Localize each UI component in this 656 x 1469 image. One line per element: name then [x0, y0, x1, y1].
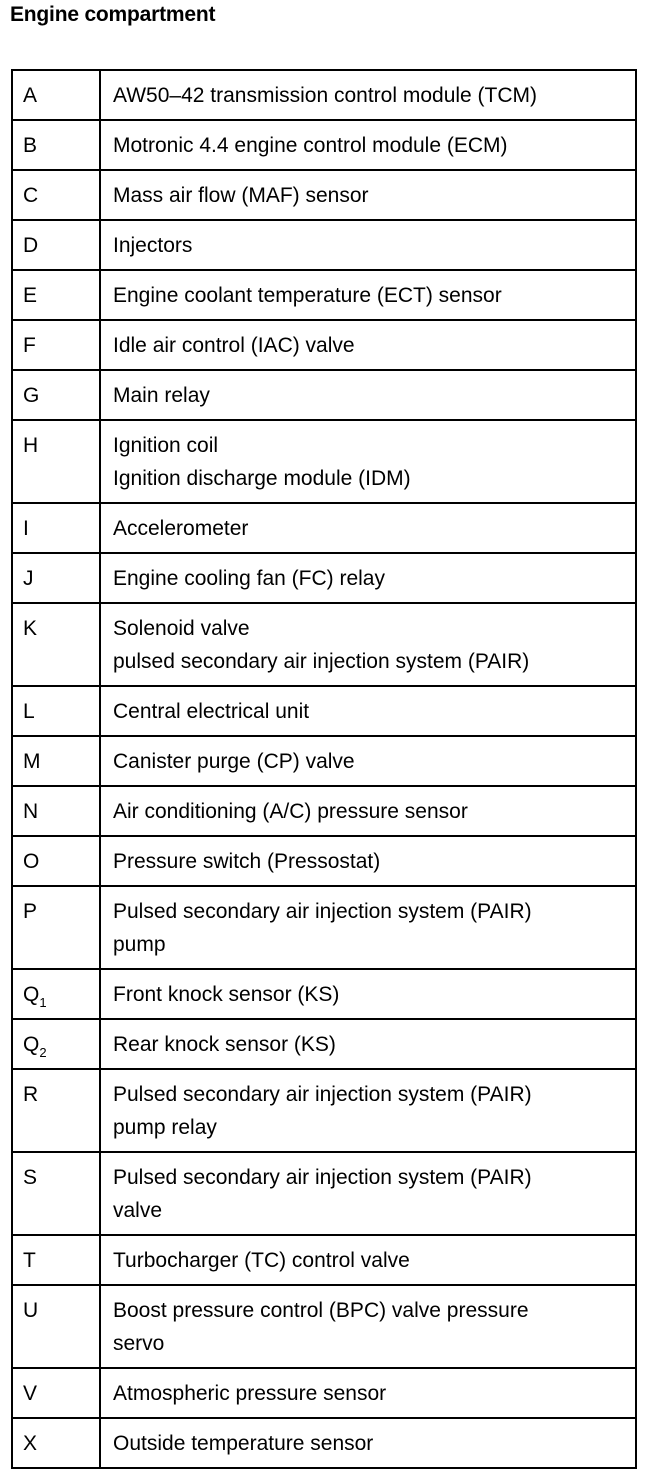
component-code	[12, 503, 100, 553]
description-line: Accelerometer	[113, 517, 249, 540]
description-line: Engine cooling fan (FC) relay	[113, 567, 385, 590]
description-line: servo	[113, 1332, 165, 1355]
description-line: Pulsed secondary air injection system (PAIR)	[113, 1083, 532, 1106]
component-code-letter: V	[23, 1382, 38, 1405]
description-line: Motronic 4.4 engine control module (ECM)	[113, 134, 508, 157]
component-description	[100, 1285, 636, 1368]
table-row	[12, 1019, 636, 1069]
component-code-letter: O	[23, 850, 40, 873]
description-line: Pulsed secondary air injection system (PAIR)	[113, 1166, 532, 1189]
table-row	[12, 1418, 636, 1468]
component-code-letter: N	[23, 800, 39, 823]
description-line: Idle air control (IAC) valve	[113, 334, 355, 357]
component-description	[100, 686, 636, 736]
component-code-letter: L	[23, 700, 35, 723]
table-row	[12, 220, 636, 270]
component-code-letter: G	[23, 384, 40, 407]
component-description	[100, 1019, 636, 1069]
component-code-letter: I	[23, 517, 29, 540]
component-description	[100, 1418, 636, 1468]
component-code	[12, 220, 100, 270]
table-row	[12, 170, 636, 220]
table-row	[12, 836, 636, 886]
component-code-letter: P	[23, 900, 38, 923]
description-line: Boost pressure control (BPC) valve pressure	[113, 1299, 529, 1322]
component-code	[12, 1368, 100, 1418]
description-line: Turbocharger (TC) control valve	[113, 1249, 410, 1272]
component-code-letter: B	[23, 134, 38, 157]
description-line: valve	[113, 1199, 163, 1222]
description-line: Front knock sensor (KS)	[113, 983, 340, 1006]
component-code	[12, 1285, 100, 1368]
component-code	[12, 1019, 100, 1069]
table-row	[12, 503, 636, 553]
component-code-letter: S	[23, 1166, 38, 1189]
page-title: Engine compartment	[10, 3, 216, 26]
component-code	[12, 270, 100, 320]
description-line: pump relay	[113, 1116, 217, 1139]
table-row	[12, 70, 636, 120]
component-code-letter: U	[23, 1299, 39, 1322]
component-code	[12, 786, 100, 836]
description-line: Solenoid valve	[113, 617, 250, 640]
description-line: Injectors	[113, 234, 193, 257]
component-code-letter: H	[23, 434, 39, 457]
table-row	[12, 969, 636, 1019]
table-row	[12, 886, 636, 969]
table-row	[12, 786, 636, 836]
component-description	[100, 420, 636, 503]
component-description	[100, 886, 636, 969]
table-row	[12, 420, 636, 503]
component-description	[100, 503, 636, 553]
component-code-letter: M	[23, 750, 41, 773]
component-code	[12, 420, 100, 503]
component-code-letter: A	[23, 84, 38, 107]
description-line: Ignition discharge module (IDM)	[113, 467, 411, 490]
component-table	[11, 69, 637, 1469]
component-description	[100, 320, 636, 370]
component-code-letter: Q	[23, 983, 40, 1006]
component-code	[12, 886, 100, 969]
table-row	[12, 120, 636, 170]
table-row	[12, 270, 636, 320]
component-description	[100, 736, 636, 786]
component-code-subscript: 1	[39, 995, 47, 1010]
description-line: Central electrical unit	[113, 700, 310, 723]
table-row	[12, 1069, 636, 1152]
table-row	[12, 1235, 636, 1285]
component-code	[12, 686, 100, 736]
table-row	[12, 686, 636, 736]
description-line: Atmospheric pressure sensor	[113, 1382, 387, 1405]
description-line: Outside temperature sensor	[113, 1432, 374, 1455]
component-code	[12, 370, 100, 420]
table-row	[12, 370, 636, 420]
component-description	[100, 836, 636, 886]
component-code-letter: J	[23, 567, 34, 590]
component-table-body	[12, 70, 636, 1468]
component-description	[100, 1368, 636, 1418]
component-code	[12, 603, 100, 686]
component-code-letter: D	[23, 234, 39, 257]
component-code	[12, 553, 100, 603]
component-code	[12, 1152, 100, 1235]
description-line: Mass air flow (MAF) sensor	[113, 184, 369, 207]
description-line: Canister purge (CP) valve	[113, 750, 355, 773]
description-line: AW50–42 transmission control module (TCM)	[113, 84, 538, 107]
component-description	[100, 1235, 636, 1285]
component-description	[100, 370, 636, 420]
component-description	[100, 1152, 636, 1235]
table-row	[12, 553, 636, 603]
component-code-letter: R	[23, 1083, 39, 1106]
component-description	[100, 969, 636, 1019]
description-line: pump	[113, 933, 166, 956]
table-row	[12, 1285, 636, 1368]
component-code	[12, 969, 100, 1019]
description-line: Pressure switch (Pressostat)	[113, 850, 381, 873]
table-row	[12, 736, 636, 786]
table-row	[12, 320, 636, 370]
component-code-subscript: 2	[39, 1045, 47, 1060]
component-description	[100, 553, 636, 603]
component-code-letter: Q	[23, 1033, 40, 1056]
component-code-letter: T	[23, 1249, 36, 1272]
component-code	[12, 120, 100, 170]
description-line: Engine coolant temperature (ECT) sensor	[113, 284, 502, 307]
description-line: Air conditioning (A/C) pressure sensor	[113, 800, 468, 823]
table-row	[12, 1152, 636, 1235]
description-line: Pulsed secondary air injection system (PAIR)	[113, 900, 532, 923]
component-code	[12, 70, 100, 120]
component-code	[12, 736, 100, 786]
table-row	[12, 1368, 636, 1418]
component-code-letter: C	[23, 184, 39, 207]
description-line: Main relay	[113, 384, 210, 407]
component-code	[12, 1418, 100, 1468]
component-description	[100, 70, 636, 120]
component-code-letter: F	[23, 334, 36, 357]
component-code	[12, 320, 100, 370]
component-code	[12, 1235, 100, 1285]
table-row	[12, 603, 636, 686]
description-line: Ignition coil	[113, 434, 219, 457]
component-description	[100, 270, 636, 320]
component-description	[100, 786, 636, 836]
component-description	[100, 120, 636, 170]
component-code-letter: K	[23, 617, 38, 640]
description-line: pulsed secondary air injection system (PAIR)	[113, 650, 530, 673]
component-code-letter: E	[23, 284, 38, 307]
component-code-letter: X	[23, 1432, 38, 1455]
component-description	[100, 1069, 636, 1152]
component-code	[12, 1069, 100, 1152]
component-code	[12, 170, 100, 220]
component-description	[100, 603, 636, 686]
description-line: Rear knock sensor (KS)	[113, 1033, 336, 1056]
component-code	[12, 836, 100, 886]
component-description	[100, 220, 636, 270]
component-description	[100, 170, 636, 220]
